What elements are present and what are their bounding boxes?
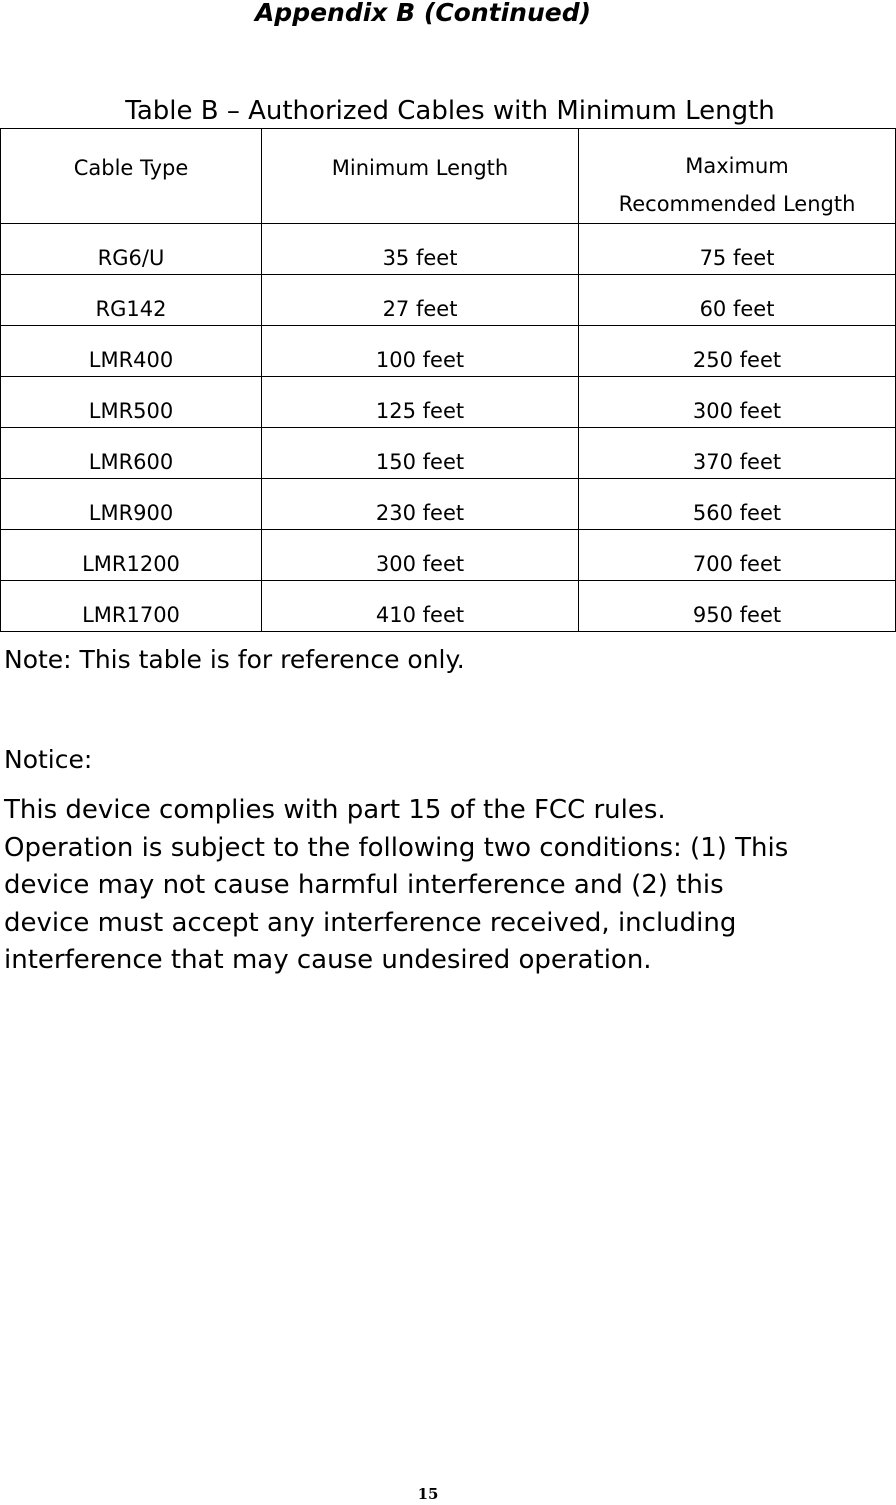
notice-line: device may not cause harmful interference and (2) this <box>4 870 724 900</box>
cell-maximum-length <box>579 224 896 275</box>
maximum-length-value: 950 feet <box>692 603 782 627</box>
cable-type-value: LMR500 <box>88 399 174 423</box>
cable-type-value: LMR1200 <box>82 552 180 576</box>
table-row <box>1 530 896 581</box>
page-number: 15 <box>417 1485 439 1503</box>
minimum-length-value: 300 feet <box>375 552 465 576</box>
table-row <box>1 377 896 428</box>
table-row <box>1 428 896 479</box>
authorized-cables-table <box>0 128 896 632</box>
maximum-length-value: 75 feet <box>699 246 775 270</box>
header-maximum-length <box>579 129 896 224</box>
minimum-length-value: 230 feet <box>375 501 465 525</box>
cell-maximum-length <box>579 326 896 377</box>
table-header-row <box>1 129 896 224</box>
cell-maximum-length <box>579 428 896 479</box>
cell-cable-type <box>1 224 262 275</box>
cell-cable-type <box>1 530 262 581</box>
cell-minimum-length <box>262 428 579 479</box>
table-row <box>1 581 896 632</box>
notice-line: This device complies with part 15 of the FCC rules. <box>4 795 666 825</box>
table-row <box>1 479 896 530</box>
notice-line: device must accept any interference received, including <box>4 907 737 938</box>
maximum-length-value: 250 feet <box>692 348 782 372</box>
minimum-length-value: 410 feet <box>375 603 465 627</box>
notice-heading: Notice: <box>4 745 93 774</box>
cell-maximum-length <box>579 479 896 530</box>
cell-minimum-length <box>262 224 579 275</box>
cell-cable-type <box>1 275 262 326</box>
header-minimum-length <box>262 129 579 224</box>
cell-minimum-length <box>262 581 579 632</box>
cell-maximum-length <box>579 275 896 326</box>
maximum-length-value: 60 feet <box>699 297 775 321</box>
minimum-length-value: 35 feet <box>382 246 458 270</box>
cable-type-value: LMR600 <box>88 450 174 474</box>
cell-cable-type <box>1 581 262 632</box>
table-note: Note: This table is for reference only. <box>4 645 465 674</box>
maximum-length-value: 370 feet <box>692 450 782 474</box>
cell-cable-type <box>1 479 262 530</box>
cell-minimum-length <box>262 275 579 326</box>
cell-cable-type <box>1 377 262 428</box>
cell-minimum-length <box>262 479 579 530</box>
cell-minimum-length <box>262 530 579 581</box>
table-row <box>1 224 896 275</box>
notice-line: Operation is subject to the following two conditions: (1) This <box>4 832 789 863</box>
cell-maximum-length <box>579 530 896 581</box>
minimum-length-value: 100 feet <box>375 348 465 372</box>
header-minimum-length-label: Minimum Length <box>331 156 509 180</box>
maximum-length-value: 700 feet <box>692 552 782 576</box>
cell-minimum-length <box>262 377 579 428</box>
cable-type-value: RG6/U <box>97 246 165 270</box>
minimum-length-value: 27 feet <box>382 297 458 321</box>
header-cable-type <box>1 129 262 224</box>
header-cable-type-label: Cable Type <box>73 156 189 180</box>
cable-type-value: LMR400 <box>88 348 174 372</box>
table-caption: Table B – Authorized Cables with Minimum Length <box>125 96 775 126</box>
cell-cable-type <box>1 428 262 479</box>
header-maximum-line1: Maximum <box>685 154 789 178</box>
maximum-length-value: 560 feet <box>692 501 782 525</box>
cable-type-value: LMR900 <box>88 501 174 525</box>
notice-body <box>4 792 894 980</box>
maximum-length-value: 300 feet <box>692 399 782 423</box>
header-maximum-length-label <box>579 129 895 223</box>
cell-cable-type <box>1 326 262 377</box>
minimum-length-value: 125 feet <box>375 399 465 423</box>
cell-maximum-length <box>579 581 896 632</box>
cell-maximum-length <box>579 377 896 428</box>
header-maximum-line2: Recommended Length <box>618 192 856 216</box>
cell-minimum-length <box>262 326 579 377</box>
notice-line: interference that may cause undesired operation. <box>4 945 652 975</box>
table-row <box>1 275 896 326</box>
cable-type-value: RG142 <box>95 297 167 321</box>
appendix-title: Appendix B (Continued) <box>254 0 592 27</box>
cable-type-value: LMR1700 <box>82 603 180 627</box>
table-row <box>1 326 896 377</box>
minimum-length-value: 150 feet <box>375 450 465 474</box>
